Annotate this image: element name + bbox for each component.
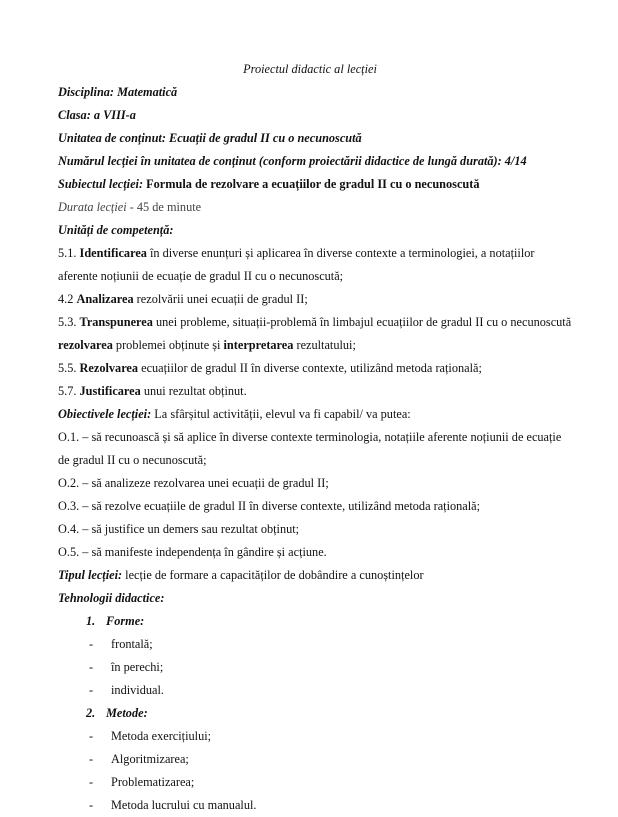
tipul-line: [58, 564, 562, 587]
unitatea-line: Unitatea de conținut: Ecuații de gradul II cu o necunoscută: [58, 131, 362, 145]
list-item-text: Algoritmizarea;: [111, 752, 189, 766]
competenta-verb: Rezolvarea: [79, 361, 139, 375]
competenta-verb: Identificarea: [79, 246, 147, 260]
competenta-number: 4.2: [58, 292, 77, 306]
obiective-line: [58, 403, 562, 426]
list-item: [58, 679, 562, 702]
competenta-number: 5.7.: [58, 384, 80, 398]
competente-heading: Unități de competență:: [58, 223, 174, 237]
competenta-text: rezultatului;: [293, 338, 356, 352]
list-item: [58, 794, 562, 817]
durata-line: [58, 196, 562, 219]
competenta-text: rezolvării unei ecuații de gradul II;: [133, 292, 308, 306]
document-page: [58, 58, 572, 817]
obiectiv-item: O.5. – să manifeste independența în gândire și acțiune.: [58, 545, 327, 559]
group-heading-metode: [58, 702, 562, 725]
document-title: Proiectul didactic al lecției: [243, 62, 377, 76]
list-item-text: Metoda lucrului cu manualul.: [111, 798, 257, 812]
tipul-label: Tipul lecției:: [58, 568, 123, 582]
obiectiv-item: O.4. – să justifice un demers sau rezultat obținut;: [58, 522, 300, 536]
competenta-verb: Analizarea: [76, 292, 134, 306]
competenta-verb: Justificarea: [79, 384, 141, 398]
list-item: [58, 771, 562, 794]
dash-bullet: -: [89, 752, 94, 766]
obiective-label: Obiectivele lecției:: [58, 407, 152, 421]
competenta-number: 5.3.: [58, 315, 80, 329]
durata-value: - 45 de minute: [129, 200, 202, 214]
durata-label: Durata lecției: [58, 200, 127, 214]
competenta-verb: rezolvarea: [58, 338, 113, 352]
obiective-intro: La sfârșitul activității, elevul va fi capabil/ va putea:: [151, 407, 411, 421]
competenta-text: problemei obținute și: [112, 338, 224, 352]
group-heading-forme: [58, 610, 562, 633]
obiectiv-item: O.1. – să recunoască și să aplice în diverse contexte terminologia, notațiile aferente noțiunii de ecuație de gradul II cu o necunoscută;: [58, 430, 562, 467]
competenta-item: [58, 380, 562, 403]
group-label: Forme:: [106, 614, 145, 628]
list-item-text: frontală;: [111, 637, 153, 651]
competenta-text: unei probleme, situații-problemă în limbajul ecuațiilor de gradul II cu o necunoscută: [152, 315, 572, 329]
list-item-text: individual.: [111, 683, 164, 697]
competenta-text: ecuațiilor de gradul II în diverse contexte, utilizând metoda rațională;: [138, 361, 482, 375]
list-item: [58, 656, 562, 679]
competenta-item: [58, 357, 562, 380]
competenta-text: unui rezultat obținut.: [140, 384, 247, 398]
competenta-number: 5.5.: [58, 361, 80, 375]
competenta-item: [58, 242, 562, 288]
subiect-value: Formula de rezolvare a ecuațiilor de gradul II cu o necunoscută: [146, 177, 480, 191]
list-item-text: Metoda exercițiului;: [111, 729, 212, 743]
dash-bullet: -: [89, 637, 94, 651]
tipul-value: lecție de formare a capacităților de dobândire a cunoștințelor: [122, 568, 424, 582]
subiect-line: [58, 173, 562, 196]
subiect-label: Subiectul lecției:: [58, 177, 144, 191]
competenta-text: în diverse enunțuri și aplicarea în diverse contexte a terminologiei, a notațiilor aferente noțiunii de ecuație de gradul II cu o necunoscută;: [58, 246, 535, 283]
dash-bullet: -: [89, 775, 94, 789]
dash-bullet: -: [89, 683, 94, 697]
clasa-line: Clasa: a VIII-a: [58, 108, 136, 122]
competenta-item: [58, 288, 562, 311]
dash-bullet: -: [89, 660, 94, 674]
tehnologii-heading: Tehnologii didactice:: [58, 591, 165, 605]
list-item: [58, 633, 562, 656]
group-number: 1.: [86, 614, 96, 628]
competenta-verb: interpretarea: [223, 338, 294, 352]
obiectiv-item: O.3. – să rezolve ecuațiile de gradul II în diverse contexte, utilizând metoda rațională;: [58, 499, 481, 513]
competenta-continuation: [58, 334, 562, 357]
list-item-text: Problematizarea;: [111, 775, 195, 789]
competenta-number: 5.1.: [58, 246, 80, 260]
disciplina-line: Disciplina: Matematică: [58, 85, 178, 99]
dash-bullet: -: [89, 798, 94, 812]
competenta-item: [58, 311, 572, 334]
list-item: [58, 725, 562, 748]
group-label: Metode:: [106, 706, 148, 720]
competenta-verb: Transpunerea: [79, 315, 153, 329]
list-item: [58, 748, 562, 771]
numarul-line: Numărul lecției în unitatea de conținut (conform proiectării didactice de lungă durată): 4/14: [58, 154, 527, 168]
dash-bullet: -: [89, 729, 94, 743]
obiectiv-item: O.2. – să analizeze rezolvarea unei ecuații de gradul II;: [58, 476, 329, 490]
group-number: 2.: [86, 706, 96, 720]
list-item-text: în perechi;: [111, 660, 164, 674]
